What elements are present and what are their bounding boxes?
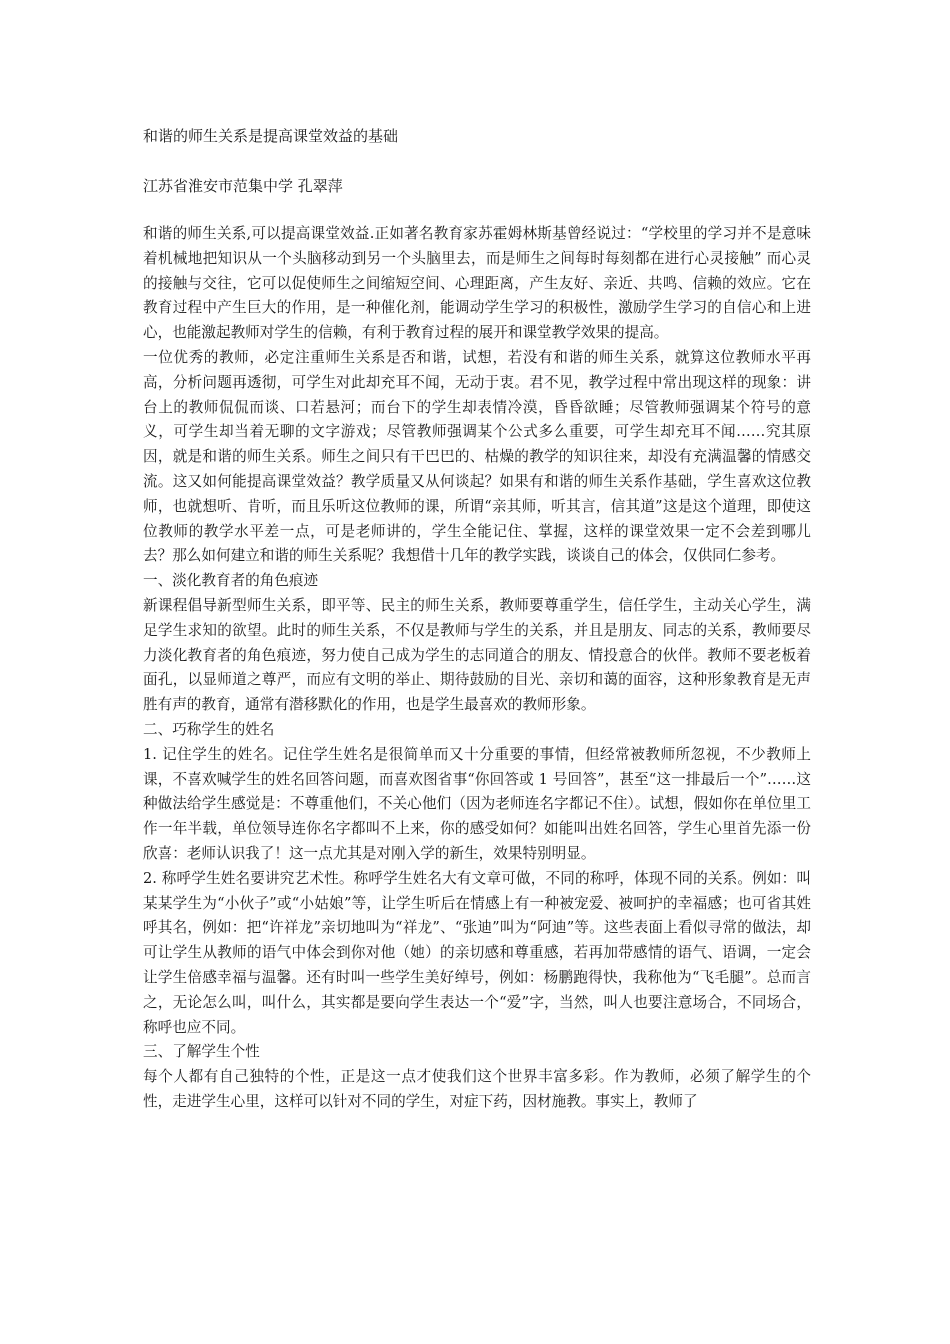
section-heading: 一、淡化教育者的角色痕迹 bbox=[143, 572, 319, 590]
section-paragraph: 2. 称呼学生姓名要讲究艺术性。称呼学生姓名大有文章可做，不同的称呼，体现不同的关系。例如：叫某某学生为“小伙子”或“小姑娘”等，让学生听后在情感上有一种被宠爱、被呵护的幸福感；也可省其姓呼其名，例如：把“许祥龙”亲切地叫为“祥龙”、“张迪”叫为“阿迪”等。这些表面上看似寻常的做法，却可让学生从教师的语气中体会到你对他（她）的亲切感和尊重感，若再加带感情的语气、语调，一定会让学生倍感幸福与温馨。还有时叫一些学生美好绰号，例如：杨鹏跑得快，我称他为“飞毛腿”。总而言之，无论怎么叫，叫什么，其实都是要向学生表达一个“爱”字，当然，叫人也要注意场合，不同场合，称呼也应不同。 bbox=[143, 869, 811, 1036]
section-paragraph: 1. 记住学生的姓名。记住学生姓名是很简单而又十分重要的事情，但经常被教师所忽视，不少教师上课，不喜欢喊学生的姓名回答问题，而喜欢图省事“你回答或 1 号回答”，甚至“这一排最后一个”……这种做法给学生感觉是：不尊重他们，不关心他们（因为老师连名字都记不住）。试想，假如你在单位里工作一年半载，单位领导连你名字都叫不上来，你的感受如何？如能叫出姓名回答，学生心里首先添一份欣喜：老师认识我了！这一点尤其是对刚入学的新生，效果特别明显。 bbox=[143, 745, 811, 862]
section-paragraph: 每个人都有自己独特的个性，正是这一点才使我们这个世界丰富多彩。作为教师，必须了解学生的个性，走进学生心里，这样可以针对不同的学生，对症下药，因材施教。事实上，教师了 bbox=[143, 1068, 811, 1110]
section-paragraph: 新课程倡导新型师生关系，即平等、民主的师生关系，教师要尊重学生，信任学生，主动关心学生，满足学生求知的欲望。此时的师生关系，不仅是教师与学生的关系，并且是朋友、同志的关系，教师要尽力淡化教育者的角色痕迹，努力使自己成为学生的志同道合的朋友、情投意合的伙伴。教师不要老板着面孔，以显师道之尊严，而应有文明的举止、期待鼓励的目光、亲切和蔼的面容，这种形象教育是无声胜有声的教育，通常有潜移默化的作用，也是学生最喜欢的教师形象。 bbox=[143, 596, 811, 714]
section-heading: 二、巧称学生的姓名 bbox=[143, 720, 275, 738]
document-body bbox=[143, 222, 811, 1115]
intro-paragraph: 和谐的师生关系,可以提高课堂效益.正如著名教育家苏霍姆林斯基曾经说过：“学校里的学习并不是意味着机械地把知识从一个头脑移动到另一个头脑里去，而是师生之间每时每刻都在进行心灵接触” 而心灵的接触与交往，它可以促使师生之间缩短空间、心理距离，产生友好、亲近、共鸣、信赖的效应。它在教育过程中产生巨大的作用，是一种催化剂，能调动学生学习的积极性，激励学生学习的自信心和上进心，也能激起教师对学生的信赖，有利于教育过程的展开和课堂教学效果的提高。 bbox=[143, 225, 811, 342]
intro-paragraph: 一位优秀的教师，必定注重师生关系是否和谐，试想，若没有和谐的师生关系，就算这位教师水平再高，分析问题再透彻，可学生对此却充耳不闻，无动于衷。君不见，教学过程中常出现这样的现象：讲台上的教师侃侃而谈、口若悬河；而台下的学生却表情冷漠，昏昏欲睡；尽管教师强调某个符号的意义，可学生却当着无聊的文字游戏；尽管教师强调某个公式多么重要，可学生却充耳不闻……究其原因，就是和谐的师生关系。师生之间只有干巴巴的、枯燥的教学的知识往来，却没有充满温馨的情感交流。这又如何能提高课堂效益？教学质量又从何谈起？如果有和谐的师生关系作基础，学生喜欢这位教师，也就想听、肯听，而且乐听这位教师的课，所谓“亲其师，听其言，信其道”这是这个道理，即使这位教师的教学水平差一点，可是老师讲的，学生全能记住、掌握，这样的课堂效果一定不会差到哪儿去？那么如何建立和谐的师生关系呢？我想借十几年的教学实践，谈谈自己的体会，仅供同仁参考。 bbox=[143, 348, 811, 565]
document-author: 江苏省淮安市范集中学 孔翠萍 bbox=[143, 177, 343, 195]
document-title: 和谐的师生关系是提高课堂效益的基础 bbox=[143, 127, 399, 145]
section-heading: 三、了解学生个性 bbox=[143, 1043, 260, 1061]
